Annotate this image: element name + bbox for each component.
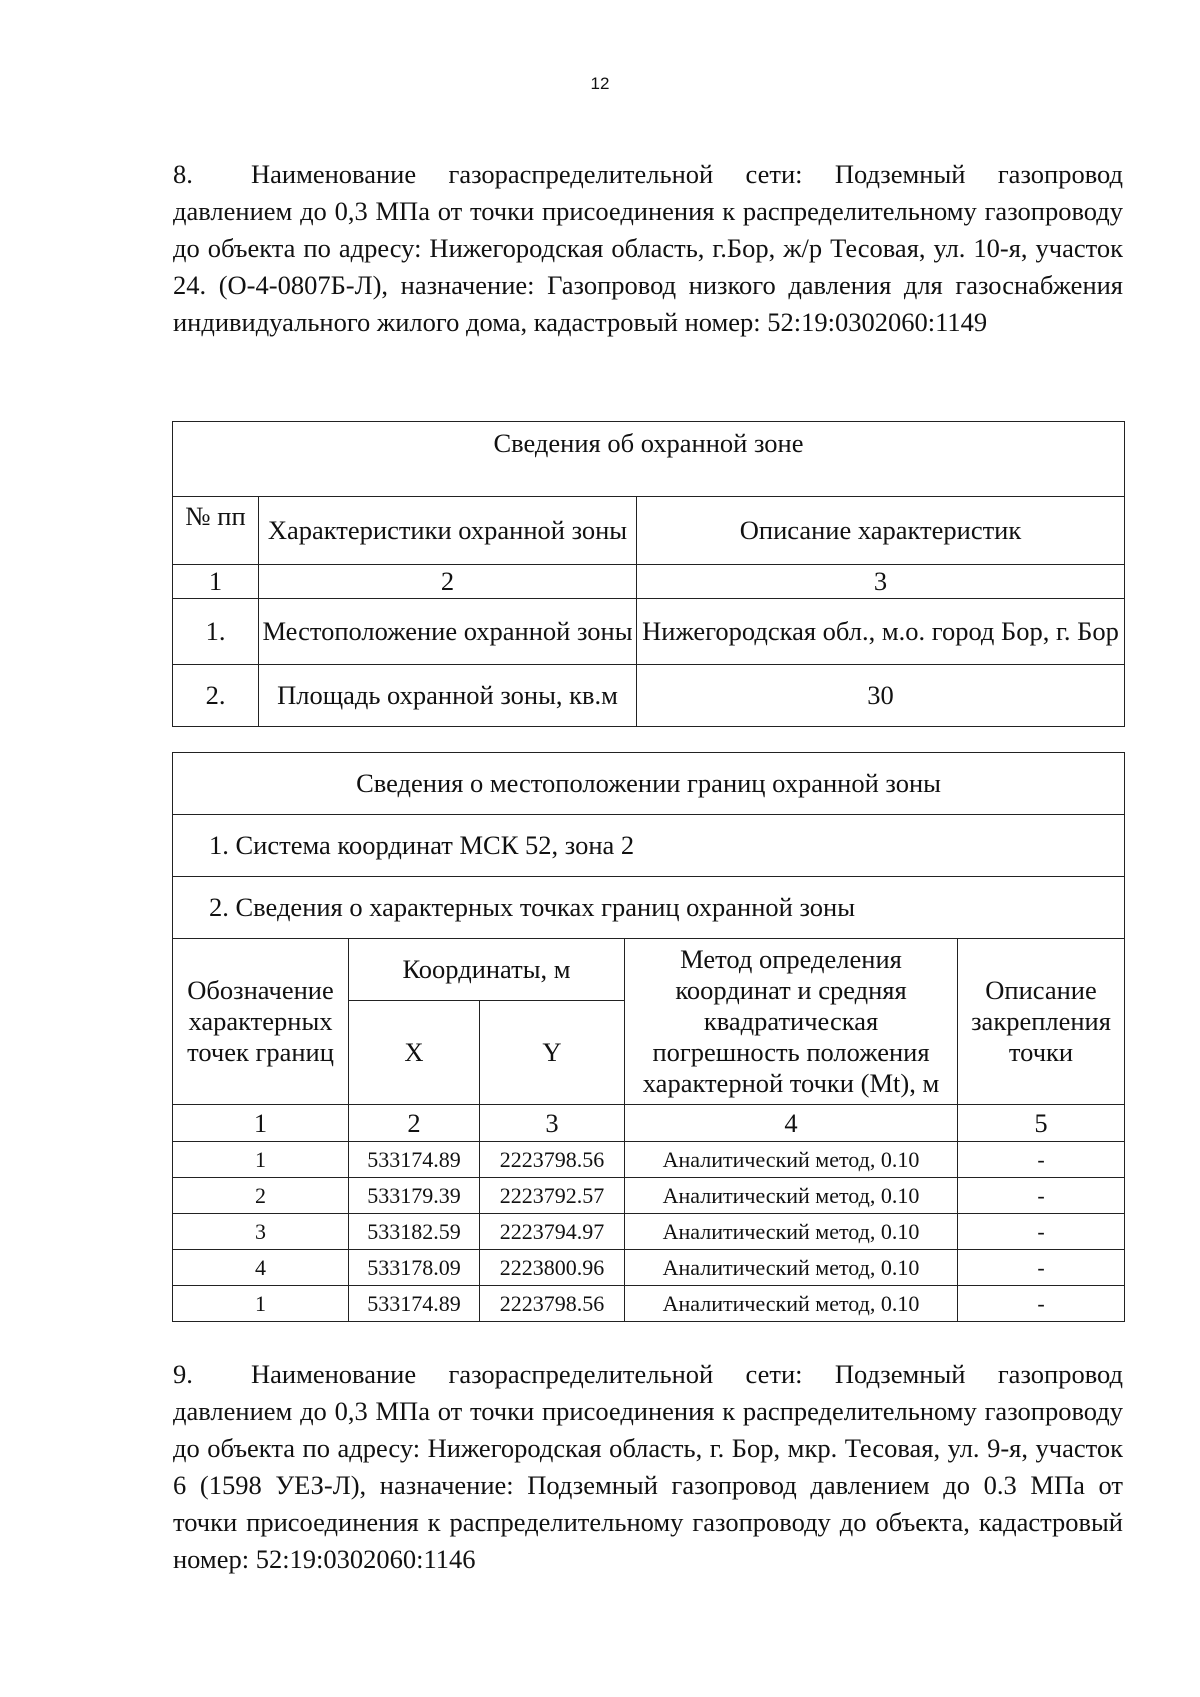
row-number: 2. bbox=[173, 665, 259, 727]
point-x: 533174.89 bbox=[349, 1286, 480, 1322]
point-y: 2223798.56 bbox=[480, 1142, 625, 1178]
point-method: Аналитический метод, 0.10 bbox=[625, 1178, 958, 1214]
point-id: 4 bbox=[173, 1250, 349, 1286]
header-method: Метод определения координат и средняя квадратическая погрешность положения характерной точки (Mt), м bbox=[625, 939, 958, 1105]
header-fixing-description: Описание закрепления точки bbox=[958, 939, 1125, 1105]
paragraph-8 bbox=[173, 156, 1123, 341]
header-designation: Обозначение характерных точек границ bbox=[173, 939, 349, 1105]
points-title: 2. Сведения о характерных точках границ охранной зоны bbox=[173, 877, 1125, 939]
point-id: 1 bbox=[173, 1286, 349, 1322]
paragraph-9-text: Наименование газораспределительной сети: Подземный газопровод давлением до 0,3 МПа от точки присоединения к распределительному газопроводу до объекта по адресу: Нижегородская область, г. Бор, мкр. Тесовая, ул. 9-я, участок 6 (1598 УЕЗ-Л), назначение: Подземный газопровод давлением до 0.3 МПа от точки присоединения к распределительному газопроводу до объекта, кадастровый номер: 52:19:0302060:1146 bbox=[173, 1359, 1123, 1574]
table-row bbox=[173, 1250, 1125, 1286]
col-number: 2 bbox=[259, 565, 637, 599]
point-method: Аналитический метод, 0.10 bbox=[625, 1286, 958, 1322]
paragraph-9 bbox=[173, 1356, 1123, 1578]
point-description: - bbox=[958, 1142, 1125, 1178]
coords-table-caption: Сведения о местоположении границ охранной зоны bbox=[173, 753, 1125, 815]
col-number: 1 bbox=[173, 1105, 349, 1142]
row-name: Площадь охранной зоны, кв.м bbox=[259, 665, 637, 727]
point-y: 2223792.57 bbox=[480, 1178, 625, 1214]
paragraph-9-number: 9. bbox=[173, 1359, 193, 1389]
header-coordinates: Координаты, м bbox=[349, 939, 625, 1001]
col-number: 3 bbox=[480, 1105, 625, 1142]
row-name: Местоположение охранной зоны bbox=[259, 599, 637, 665]
point-x: 533182.59 bbox=[349, 1214, 480, 1250]
row-value: Нижегородская обл., м.о. город Бор, г. Бор bbox=[637, 599, 1125, 665]
point-description: - bbox=[958, 1214, 1125, 1250]
point-method: Аналитический метод, 0.10 bbox=[625, 1142, 958, 1178]
col-number: 2 bbox=[349, 1105, 480, 1142]
col-number: 5 bbox=[958, 1105, 1125, 1142]
table-row bbox=[173, 1178, 1125, 1214]
header-characteristics: Характеристики охранной зоны bbox=[259, 497, 637, 565]
point-id: 2 bbox=[173, 1178, 349, 1214]
table-row bbox=[173, 599, 1125, 665]
table-row bbox=[173, 1286, 1125, 1322]
col-number: 1 bbox=[173, 565, 259, 599]
point-id: 1 bbox=[173, 1142, 349, 1178]
point-description: - bbox=[958, 1250, 1125, 1286]
point-x: 533178.09 bbox=[349, 1250, 480, 1286]
row-value: 30 bbox=[637, 665, 1125, 727]
table-row bbox=[173, 1142, 1125, 1178]
header-description: Описание характеристик bbox=[637, 497, 1125, 565]
zone-table-caption: Сведения об охранной зоне bbox=[173, 422, 1125, 497]
page-number: 12 bbox=[590, 74, 610, 93]
point-id: 3 bbox=[173, 1214, 349, 1250]
point-method: Аналитический метод, 0.10 bbox=[625, 1250, 958, 1286]
paragraph-8-number: 8. bbox=[173, 159, 193, 189]
point-y: 2223800.96 bbox=[480, 1250, 625, 1286]
header-x: X bbox=[349, 1001, 480, 1105]
point-method: Аналитический метод, 0.10 bbox=[625, 1214, 958, 1250]
header-y: Y bbox=[480, 1001, 625, 1105]
row-number: 1. bbox=[173, 599, 259, 665]
protection-zone-table bbox=[172, 421, 1125, 727]
point-x: 533174.89 bbox=[349, 1142, 480, 1178]
point-description: - bbox=[958, 1178, 1125, 1214]
col-number: 4 bbox=[625, 1105, 958, 1142]
point-description: - bbox=[958, 1286, 1125, 1322]
col-number: 3 bbox=[637, 565, 1125, 599]
table-row bbox=[173, 1214, 1125, 1250]
paragraph-8-text: Наименование газораспределительной сети: Подземный газопровод давлением до 0,3 МПа от точки присоединения к распределительному газопроводу до объекта по адресу: Нижегородская область, г.Бор, ж/р Тесовая, ул. 10-я, участок 24. (О-4-0807Б-Л), назначение: Газопровод низкого давления для газоснабжения индивидуального жилого дома, кадастровый номер: 52:19:0302060:1149 bbox=[173, 159, 1123, 337]
point-x: 533179.39 bbox=[349, 1178, 480, 1214]
point-y: 2223798.56 bbox=[480, 1286, 625, 1322]
table-row bbox=[173, 665, 1125, 727]
boundary-coordinates-table bbox=[172, 752, 1125, 1322]
coordinate-system: 1. Система координат МСК 52, зона 2 bbox=[173, 815, 1125, 877]
header-number: № пп bbox=[173, 497, 259, 565]
point-y: 2223794.97 bbox=[480, 1214, 625, 1250]
